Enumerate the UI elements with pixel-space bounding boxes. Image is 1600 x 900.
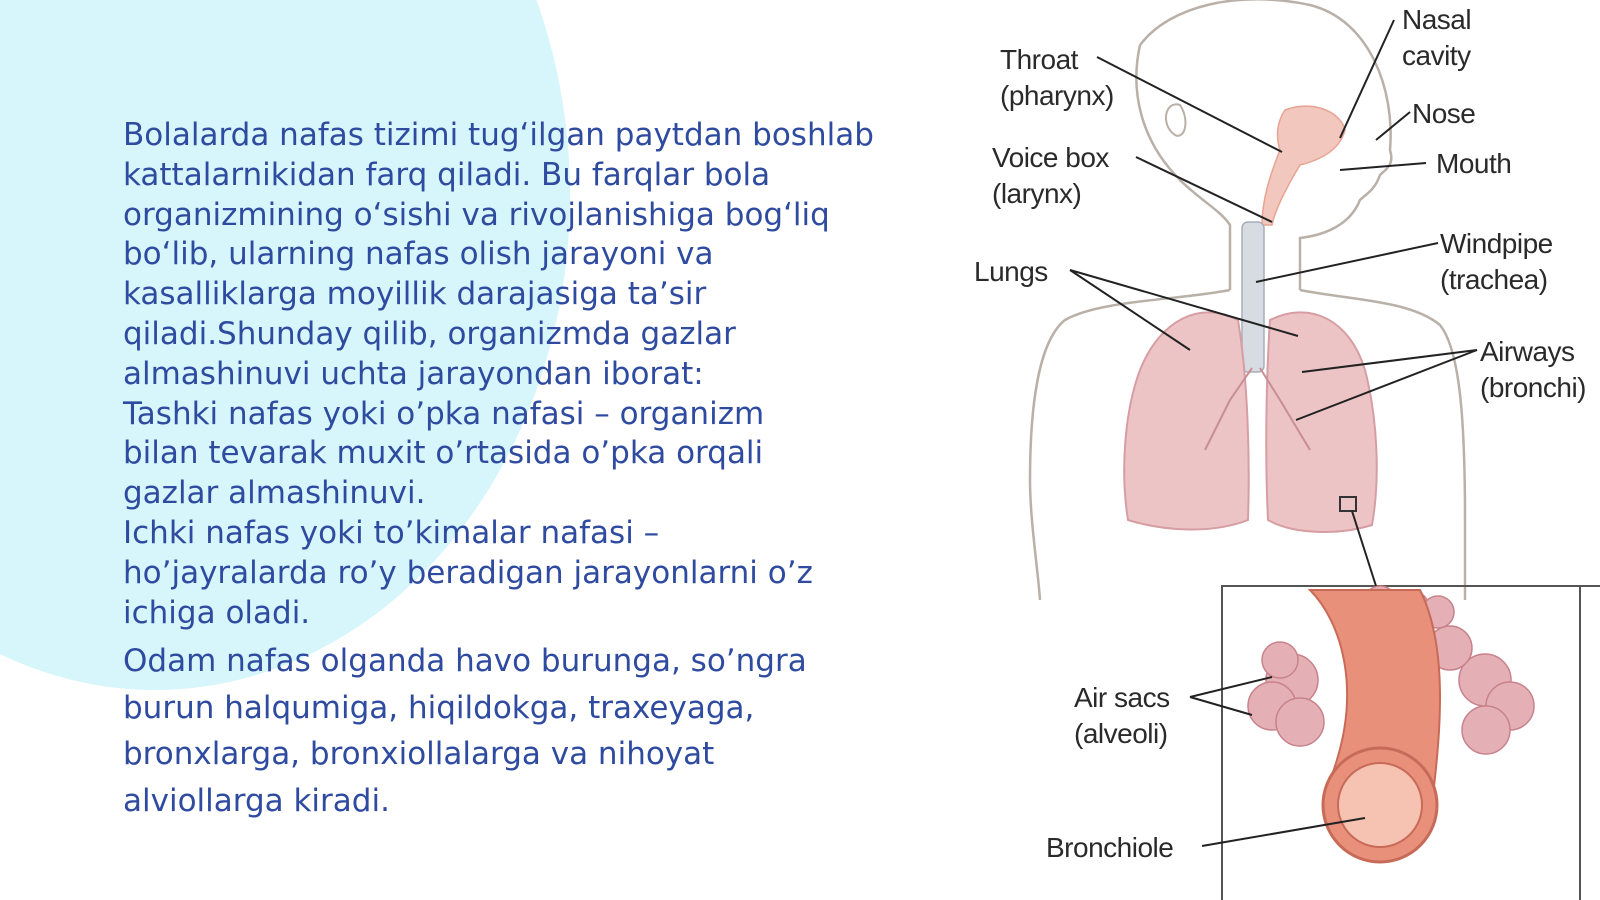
paragraph-airflow <box>123 638 883 824</box>
label-windpipe: Windpipe (trachea) <box>1440 228 1553 295</box>
label-voice-box: Voice box (larynx) <box>992 142 1109 209</box>
neck-outline <box>1136 45 1230 290</box>
text-line: ho’jayralarda ro’y beradigan jarayonlarni o’z <box>123 554 813 591</box>
label-nose: Nose <box>1412 98 1476 129</box>
text-line: almashinuvi uchta jarayondan iborat: <box>123 355 704 392</box>
text-line: Odam nafas olganda havo burunga, so’ngra <box>123 643 807 680</box>
label-airways: Airways (bronchi) <box>1480 336 1586 403</box>
nasal-cavity-shape <box>1262 106 1345 225</box>
anatomy-illustration <box>980 0 1600 900</box>
bronchiole-opening-inner <box>1338 763 1422 847</box>
ear-shape <box>1166 104 1186 135</box>
respiratory-system-figure <box>974 0 1600 900</box>
text-line: organizmining o‘sishi va rivojlanishiga bog‘liq <box>123 196 830 233</box>
text-line: bronxlarga, bronxiollalarga va nihoyat <box>123 736 715 773</box>
label-air-sacs: Air sacs (alveoli) <box>1074 682 1170 749</box>
label-mouth: Mouth <box>1436 148 1512 179</box>
right-lung-shape <box>1266 312 1376 532</box>
left-lung-shape <box>1124 312 1248 529</box>
label-nasal-cavity: Nasal cavity <box>1402 4 1472 71</box>
text-line: kattalarnikidan farq qiladi. Bu farqlar bola <box>123 156 771 193</box>
label-bronchiole: Bronchiole <box>1046 832 1174 863</box>
text-line: kasalliklarga moyillik darajasiga ta’sir <box>123 276 707 313</box>
text-line: gazlar almashinuvi. <box>123 475 426 512</box>
head-outline <box>1140 0 1391 290</box>
text-line: alviollarga kiradi. <box>123 782 390 819</box>
text-line: qiladi.Shunday qilib, organizmda gazlar <box>123 315 736 352</box>
text-line: ichiga oladi. <box>123 594 311 631</box>
paragraph-intro <box>123 116 883 633</box>
text-line: Bolalarda nafas tizimi tug‘ilgan paytdan boshlab <box>123 117 874 153</box>
text-line: bilan tevarak muxit o’rtasida o’pka orqali <box>123 435 764 472</box>
text-line: Ichki nafas yoki to’kimalar nafasi – <box>123 514 660 551</box>
text-line: burun halqumiga, hiqildokga, traxeyaga, <box>123 689 755 726</box>
label-lungs: Lungs <box>974 256 1048 287</box>
text-line: bo‘lib, ularning nafas olish jarayoni va <box>123 236 714 273</box>
label-throat: Throat (pharynx) <box>1000 44 1114 111</box>
trachea-shape <box>1242 222 1264 372</box>
main-text <box>123 116 883 824</box>
text-line: Tashki nafas yoki o’pka nafasi – organizm <box>123 395 765 432</box>
